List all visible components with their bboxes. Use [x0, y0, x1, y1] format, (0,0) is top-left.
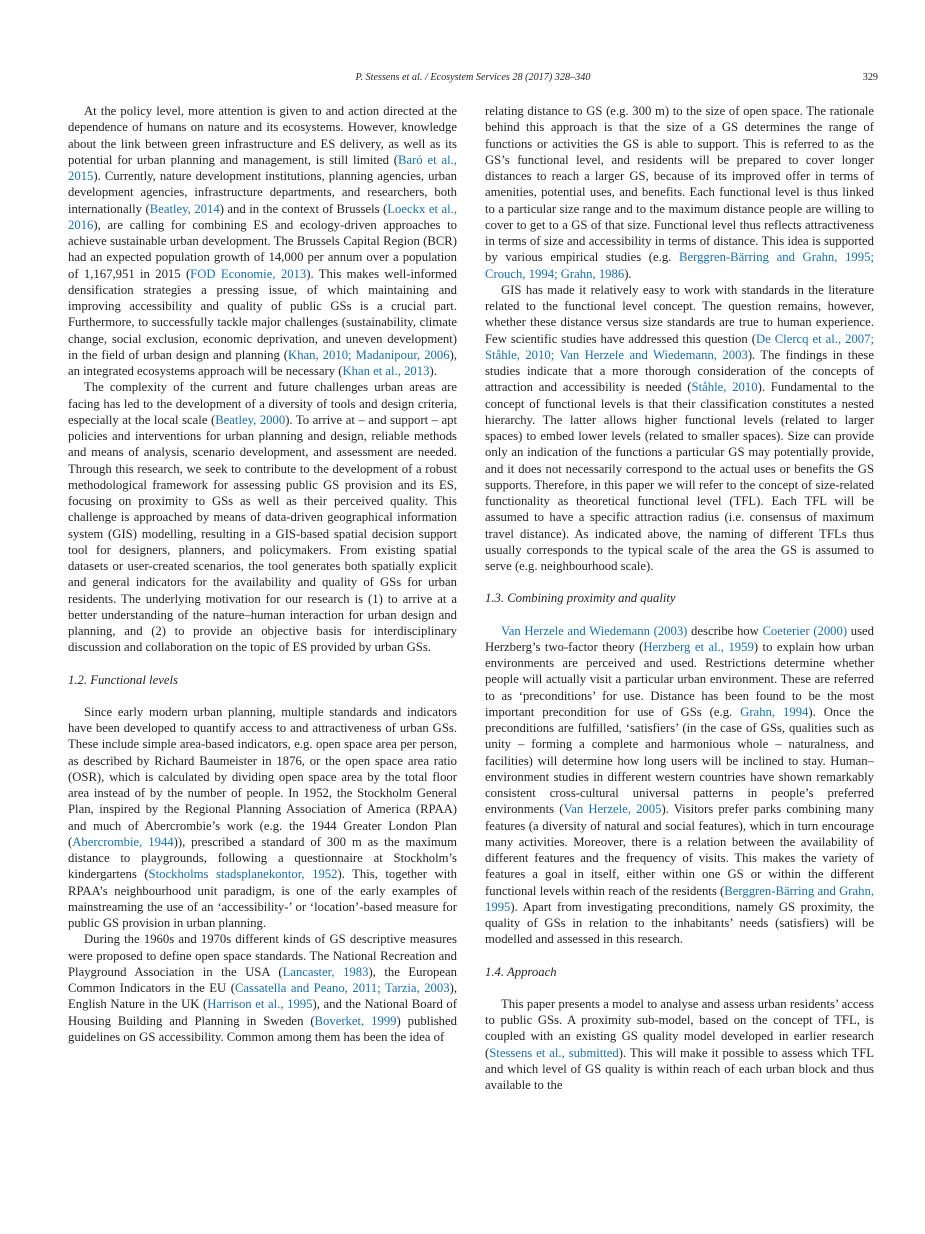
citation-link[interactable]: Stessens et al., submitted	[489, 1045, 619, 1060]
citation-link[interactable]: Lancaster, 1983	[282, 964, 369, 979]
citation-link[interactable]: Khan, 2010; Madanipour, 2006	[288, 347, 450, 362]
paragraph-1960s: During the 1960s and 1970s different kinds of GS descriptive measures were proposed to define open space standards. The National Recreation and Playground Association in the USA (Lancaster, 1983), the European Common Indicators in the EU (Cassatella and Peano, 2011; Tarzia, 2003), English Nature in the UK (Harrison et al., 1995), and the National Board of Housing Building and Planning in Sweden (Boverket, 1999) published guidelines on GS accessibility. Common among them has been the idea of	[68, 932, 457, 1044]
paragraph-approach: This paper presents a model to analyse and assess urban residents’ access to public GSs. A proximity sub-model, based on the concept of TFL, is coupled with an existing GS quality model developed in earlier research (Stessens et al., submitted). This will make it possible to assess which TFL and which level of GS quality is within reach of each urban block and thus available to the	[485, 996, 875, 1092]
right-column	[485, 103, 874, 1093]
citation-link[interactable]: Loeckx et al., 2016	[68, 201, 457, 232]
running-head: P. Stessens et al. / Ecosystem Services 28 (2017) 328–340	[355, 72, 591, 83]
citation-link[interactable]: Ståhle, 2010	[691, 380, 758, 395]
citation-link[interactable]: Cassatella and Peano, 2011; Tarzia, 2003	[234, 981, 450, 995]
citation-link[interactable]: De Clercq et al., 2007; Ståhle, 2010; Van Herzele and Wiedemann, 2003	[485, 331, 874, 362]
citation-link[interactable]: Berggren-Bärring and Grahn, 1995	[485, 883, 874, 914]
citation-link[interactable]: Baró et al., 2015	[68, 152, 457, 183]
citation-link[interactable]: Abercrombie, 1944	[72, 834, 174, 849]
citation-link[interactable]: Khan et al., 2013	[342, 364, 430, 378]
paragraph-herzberg: Van Herzele and Wiedemann (2003) describe how Coeterier (2000) used Herzberg’s two-factor theory (Herzberg et al., 1959) to explain how urban environments are perceived and used. Restrictions determine whether people will actually visit a particular urban environment. These are referred to as ‘preconditions’ for use. Distance has been found to be the most important precondition for use of GSs (e.g. Grahn, 1994). Once the preconditions are fulfilled, ‘satisfiers’ (in the case of GSs, qualities such as unity – forming a complete and harmonious whole – naturalness, and facilities) will determine how long users will be inclined to stay. Human–environment studies in different western countries have shown remarkably consistent cross-cultural universal patterns in people’s preferred environments (Van Herzele, 2005). Visitors prefer parks combining many features (a diversity of natural and social features), which in turn encourage many activities. Moreover, there is a relation between the availability of different features and the frequency of visits. This makes the variety of features a goal in itself, either within one GS or within the different functional levels within reach of the residents (Berggren-Bärring and Grahn, 1995). Apart from investigating preconditions, namely GS proximity, the quality of GSs in relation to the inhabitants’ needs (satisfiers) will be modelled and assessed in this research.	[485, 623, 874, 947]
paragraph-gis: GIS has made it relatively easy to work with standards in the literature related to the functional level concept. The question remains, however, whether these distance versus size standards are true to human experience. Few scientific studies have addressed this question (De Clercq et al., 2007; Ståhle, 2010; Van Herzele and Wiedemann, 2003). The findings in these studies indicate that a more thorough consideration of the concepts of attraction and accessibility is needed (Ståhle, 2010). Fundamental to the concept of functional levels is that their classification constitutes a nested hierarchy. The latter allows higher functional levels (related to larger spaces) to embed lower levels (related to smaller spaces). Size can provide only an indication of the functions a particular GS may potentially provide, and it does not necessarily correspond to the actual uses or benefits the GS supports. Therefore, in this paper we will refer to the concept of size-related functionality as theoretical functional level (TFL). Each TFL will be assumed to have a specific attraction radius (i.e. consensus of maximum travel distance). As indicated above, the naming of different TFLs thus usually corresponds to the typical scale of the area the GS is assumed to serve (e.g. neighbourhood scale).	[485, 282, 874, 573]
citation-link[interactable]: Beatley, 2000	[215, 412, 286, 427]
citation-link[interactable]: Harrison et al., 1995	[207, 997, 313, 1012]
paragraph-distance-size: relating distance to GS (e.g. 300 m) to the size of open space. The rationale behind this approach is that the size of a GS determines the range of functions or activities the GS is able to support. This is referred to as the GS’s functional level, and residents will be prepared to cover longer distances to reach a larger GS, because of its improved offer in terms of amenities, potential uses, and benefits. Each functional level is thus linked to a particular size range and to the maximum distance people are willing to cover to get to a GS of that size. Functional level thus reflects attractiveness in terms of size and accessibility in terms of distance. This idea is supported by various empirical studies (e.g. Berggren-Bärring and Grahn, 1995; Crouch, 1994; Grahn, 1986).	[485, 104, 874, 281]
paragraph-standards: Since early modern urban planning, multiple standards and indicators have been developed to quantify access to and attractiveness of urban GSs. These include simple area-based indicators, e.g. open space area per person, as described by Richard Baumeister in 1876, or the open space area ratio (OSR), which is calculated by dividing open space area by the total floor area instead of by the number of people. In 1952, the Stockholm General Plan, inspired by the Regional Planning Association of America (RPAA) and much of Abercrombie’s work (e.g. the 1944 Greater London Plan (Abercrombie, 1944)), prescribed a standard of 300 m as the maximum distance to playgrounds, following a questionnaire at Stockholm’s kindergartens (Stockholms stadsplanekontor, 1952). This, together with RPAA’s neighbourhood unit paradigm, is one of the early examples of mainstreaming the use of an ‘accessibility-’ or ‘location’-based measure for public GS provision in urban planning.	[68, 704, 457, 930]
left-column	[68, 103, 457, 1045]
citation-link[interactable]: Grahn, 1994	[740, 704, 809, 719]
citation-link[interactable]: Berggren-Bärring and Grahn, 1995; Crouch, 1994; Grahn, 1986	[485, 250, 874, 281]
citation-link[interactable]: Herzberg et al., 1959	[643, 639, 754, 654]
citation-link[interactable]: Beatley, 2014	[149, 201, 220, 216]
page-number: 329	[862, 72, 878, 83]
citation-link[interactable]: Van Herzele, 2005	[563, 802, 662, 817]
citation-link[interactable]: Boverket, 1999	[314, 1013, 397, 1028]
paragraph-policy: At the policy level, more attention is given to and action directed at the dependence of humans on nature and its ecosystems. However, knowledge about the link between green infrastructure and ES delivery, as well as its potential for urban planning and management, is still limited (Baró et al., 2015). Currently, nature development institutions, planning agencies, urban development agencies, infrastructure departments, and researchers, both internationally (Beatley, 2014) and in the context of Brussels (Loeckx et al., 2016), are calling for combining ES and ecology-driven approaches to achieve sustainable urban development. The Brussels Capital Region (BCR) had an expected population growth of 14,000 per annum over a population of 1,167,951 in 2015 (FOD Economie, 2013). This makes well-informed densification strategies a pressing issue, of which maintaining and improving accessibility and quality of public GSs is a crucial part. Furthermore, to successfully tackle major challenges (sustainability, climate change, social exclusion, economic deprivation, and uneven development) in the field of urban design and planning (Khan, 2010; Madanipour, 2006), an integrated ecosystems approach will be necessary (Khan et al., 2013).	[68, 104, 457, 378]
citation-link[interactable]: Stockholms stadsplanekontor, 1952	[148, 867, 338, 882]
citation-link[interactable]: Van Herzele and Wiedemann (2003)	[501, 623, 688, 638]
section-heading-combining: 1.3. Combining proximity and quality	[485, 591, 676, 606]
section-heading-approach: 1.4. Approach	[485, 964, 557, 979]
citation-link[interactable]: FOD Economie, 2013	[190, 266, 307, 281]
page-header	[0, 72, 925, 88]
section-heading-functional-levels: 1.2. Functional levels	[68, 672, 178, 687]
citation-link[interactable]: Coeterier (2000)	[762, 623, 848, 638]
paragraph-complexity: The complexity of the current and future challenges urban areas are facing has led to the development of a diversity of tools and design criteria, especially at the local scale (Beatley, 2000). To arrive at – and support – apt policies and interventions for urban planning and design, reliable methods and means of analysis, scenario development, and assessment are needed. Through this research, we seek to contribute to the development of a robust methodological framework for assessing public GS provision and its ES, focusing on proximity to GSs as well as their perceived quality. This challenge is approached by means of data-driven geographical information system (GIS) modelling, resulting in a GIS-based spatial decision support tool for designers, planners, and policymakers. From existing spatial datasets or user-created scenarios, the tool generates both spatially explicit and general indicators for the availability and quality of GSs for urban residents. The underlying motivation for our research is (1) to arrive at a better understanding of the nature–human interaction for urban design and planning, and (2) to provide an objective basis for interdisciplinary discussion and collaboration on the topic of ES provided by urban GSs.	[68, 380, 458, 655]
